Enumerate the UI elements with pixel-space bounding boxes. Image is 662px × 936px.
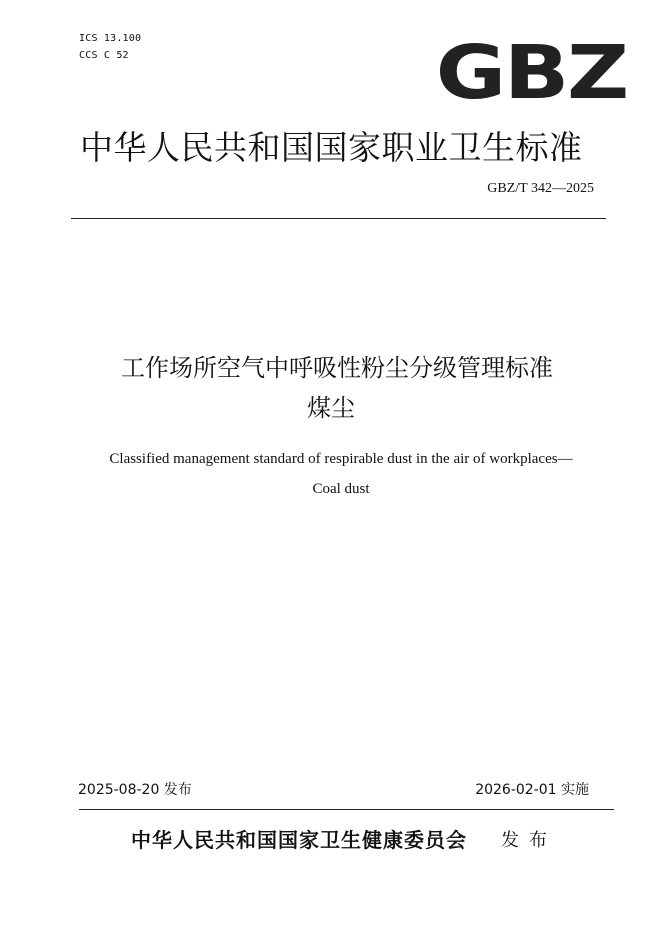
implementation-date: 2026-02-01 实施 — [475, 782, 589, 798]
standard-type-heading: 中华人民共和国国家职业卫生标准 — [80, 128, 583, 167]
ccs-code: CCS C 52 — [79, 50, 129, 61]
gbz-logo: GBZ — [435, 30, 627, 116]
footer-divider — [79, 809, 614, 810]
title-english-line-1: Classified management standard of respirable dust in the air of workplaces— — [109, 451, 573, 467]
ics-code: ICS 13.100 — [79, 33, 142, 44]
standard-number: GBZ/T 342—2025 — [487, 181, 594, 196]
issuing-authority: 中华人民共和国国家卫生健康委员会 — [131, 828, 467, 852]
title-chinese-line-1: 工作场所空气中呼吸性粉尘分级管理标准 — [121, 354, 553, 382]
publish-date: 2025-08-20 发布 — [78, 782, 192, 798]
header-divider — [71, 218, 606, 219]
title-english-line-2: Coal dust — [312, 481, 370, 497]
issue-label: 发布 — [501, 830, 557, 851]
title-chinese-line-2: 煤尘 — [307, 394, 355, 422]
